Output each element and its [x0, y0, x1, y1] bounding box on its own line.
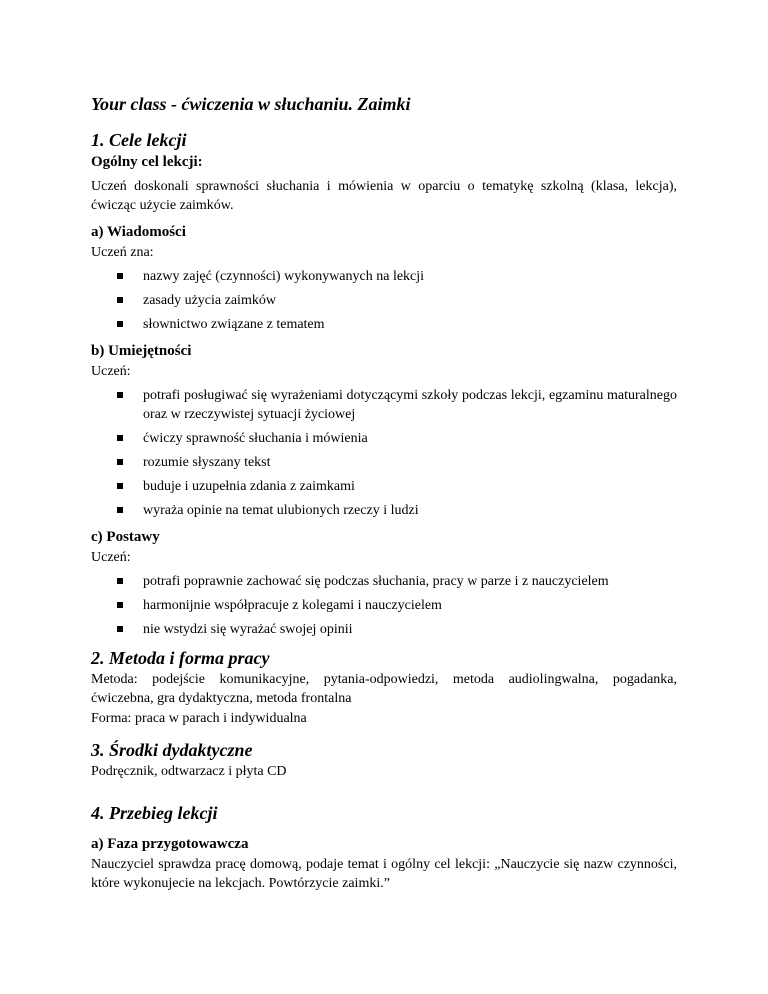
list-item: słownictwo związane z tematem: [117, 315, 677, 334]
teaching-aids-text: Podręcznik, odtwarzacz i płyta CD: [91, 764, 287, 779]
subsection-c-heading: c) Postawy: [91, 529, 160, 545]
phase-a-heading: a) Faza przygotowawcza: [91, 836, 249, 852]
general-goal-text: Uczeń doskonali sprawności słuchania i mówienia w oparciu o tematykę szkolną (klasa, lekcja), ćwicząc użycie zaimków.: [91, 179, 677, 213]
form-text: Forma: praca w parach i indywidualna: [91, 711, 307, 726]
subsection-c-intro: Uczeń:: [91, 550, 131, 565]
subsection-a-heading: a) Wiadomości: [91, 224, 186, 240]
subsection-b-heading: b) Umiejętności: [91, 343, 192, 359]
bullet-icon: [117, 507, 123, 513]
bullet-icon: [117, 626, 123, 632]
bullet-icon: [117, 321, 123, 327]
list-item: wyraża opinie na temat ulubionych rzeczy i ludzi: [117, 501, 677, 520]
bullet-icon: [117, 273, 123, 279]
list-item: rozumie słyszany tekst: [117, 453, 677, 472]
list-item: nie wstydzi się wyrażać swojej opinii: [117, 620, 677, 639]
list-item: potrafi posługiwać się wyrażeniami dotyczącymi szkoły podczas lekcji, egzaminu maturalnego oraz w rzeczywistej sytuacji życiowej: [117, 386, 677, 424]
section-3-heading: 3. Środki dydaktyczne: [91, 740, 253, 760]
list-item: ćwiczy sprawność słuchania i mówienia: [117, 429, 677, 448]
document-title: Your class - ćwiczenia w słuchaniu. Zaimki: [91, 94, 411, 114]
bullet-icon: [117, 435, 123, 441]
subsection-b-intro: Uczeń:: [91, 364, 131, 379]
section-2-heading: 2. Metoda i forma pracy: [91, 648, 270, 668]
phase-a-text: Nauczyciel sprawdza pracę domową, podaje temat i ogólny cel lekcji: „Nauczycie się nazw czynności, które wykonujecie na lekcjach. Powtórzycie zaimki.”: [91, 857, 677, 891]
list-item: potrafi poprawnie zachować się podczas słuchania, pracy w parze i z nauczycielem: [117, 572, 677, 591]
bullet-icon: [117, 459, 123, 465]
bullet-icon: [117, 578, 123, 584]
list-item: nazwy zajęć (czynności) wykonywanych na lekcji: [117, 267, 677, 286]
list-item: buduje i uzupełnia zdania z zaimkami: [117, 477, 677, 496]
method-text: Metoda: podejście komunikacyjne, pytania-odpowiedzi, metoda audiolingwalna, pogadanka, ćwiczebna, gra dydaktyczna, metoda frontalna: [91, 672, 677, 706]
section-4-heading: 4. Przebieg lekcji: [91, 803, 218, 823]
general-goal-label: Ogólny cel lekcji:: [91, 154, 203, 170]
bullet-icon: [117, 483, 123, 489]
list-item: harmonijnie współpracuje z kolegami i nauczycielem: [117, 596, 677, 615]
subsection-a-intro: Uczeń zna:: [91, 245, 154, 260]
list-item: zasady użycia zaimków: [117, 291, 677, 310]
section-1-heading: 1. Cele lekcji: [91, 130, 187, 150]
bullet-icon: [117, 602, 123, 608]
bullet-icon: [117, 392, 123, 398]
bullet-icon: [117, 297, 123, 303]
